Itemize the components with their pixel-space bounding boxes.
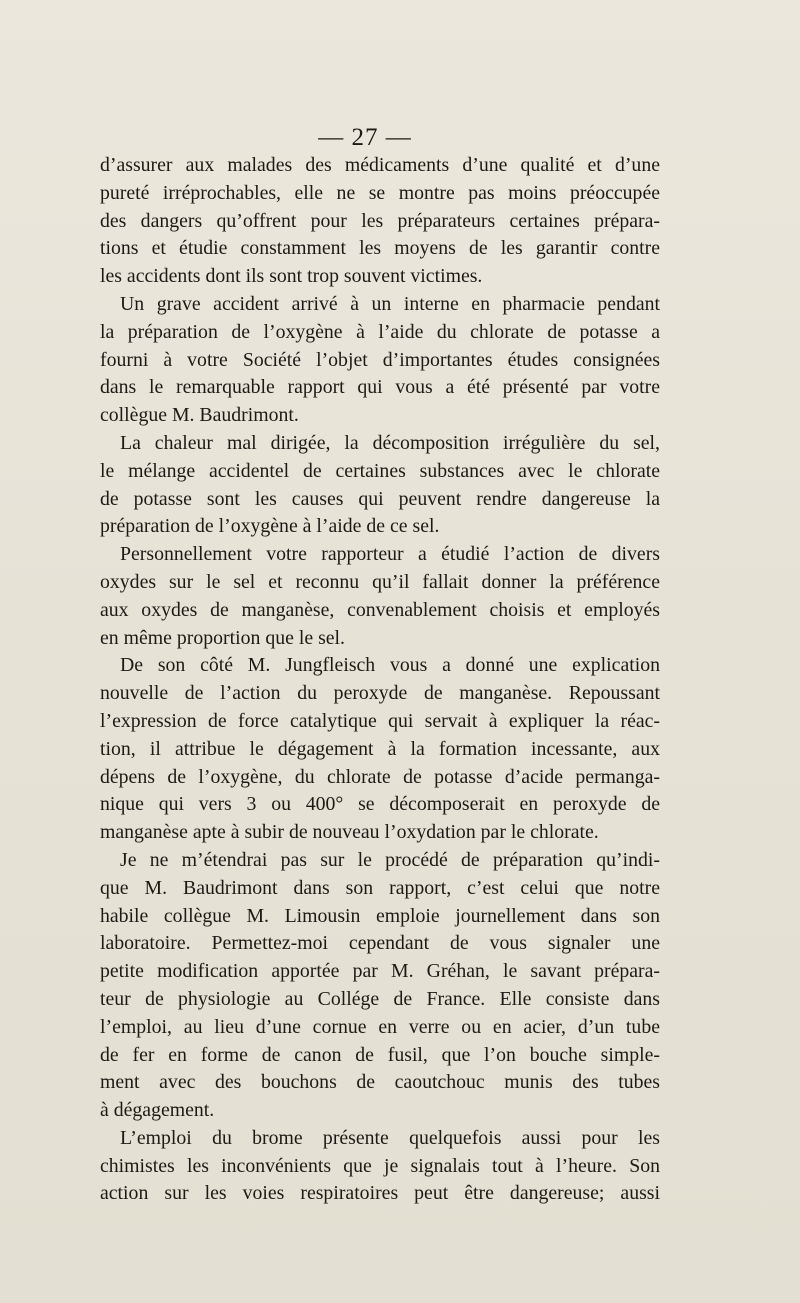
text-line: laboratoire. Permettez-moi cependant de vous signaler une bbox=[100, 932, 660, 955]
text-line: De son côté M. Jungfleisch vous a donné une explication bbox=[120, 654, 660, 677]
text-line: La chaleur mal dirigée, la décomposition irrégulière du sel, bbox=[120, 431, 660, 454]
text-line: de fer en forme de canon de fusil, que l’on bouche simple- bbox=[100, 1043, 660, 1066]
text-line: nouvelle de l’action du peroxyde de manganèse. Repoussant bbox=[100, 682, 660, 705]
text-line: l’emploi, au lieu d’une cornue en verre ou en acier, d’un tube bbox=[100, 1015, 660, 1038]
text-line: des dangers qu’offrent pour les préparateurs certaines prépara- bbox=[100, 209, 660, 232]
text-line: Un grave accident arrivé à un interne en pharmacie pendant bbox=[120, 292, 660, 315]
text-line: manganèse apte à subir de nouveau l’oxydation par le chlorate. bbox=[100, 821, 599, 844]
text-line: collègue M. Baudrimont. bbox=[100, 404, 299, 427]
text-line: les accidents dont ils sont trop souvent victimes. bbox=[100, 265, 483, 288]
page-number: — 27 — bbox=[318, 124, 412, 151]
text-line: aux oxydes de manganèse, convenablement choisis et employés bbox=[100, 598, 660, 621]
text-line: petite modification apportée par M. Gréhan, le savant prépara- bbox=[100, 960, 660, 983]
text-line: l’expression de force catalytique qui servait à expliquer la réac- bbox=[100, 709, 660, 732]
text-line: dans le remarquable rapport qui vous a été présenté par votre bbox=[100, 376, 660, 399]
text-line: à dégagement. bbox=[100, 1099, 215, 1122]
text-line: Je ne m’étendrai pas sur le procédé de préparation qu’indi- bbox=[120, 848, 660, 871]
body-text bbox=[100, 152, 660, 1208]
text-line: ment avec des bouchons de caoutchouc munis des tubes bbox=[100, 1071, 660, 1094]
text-line: teur de physiologie au Collége de France. Elle consiste dans bbox=[100, 987, 660, 1010]
text-line: tions et étudie constamment les moyens de les garantir contre bbox=[100, 237, 660, 260]
text-line: oxydes sur le sel et reconnu qu’il fallait donner la préférence bbox=[100, 570, 660, 593]
text-line: nique qui vers 3 ou 400° se décomposerait en peroxyde de bbox=[100, 793, 660, 816]
text-line: pureté irréprochables, elle ne se montre pas moins préoccupée bbox=[100, 181, 660, 204]
text-line: chimistes les inconvénients que je signalais tout à l’heure. Son bbox=[100, 1154, 660, 1177]
text-line: L’emploi du brome présente quelquefois aussi pour les bbox=[120, 1126, 660, 1149]
text-line: tion, il attribue le dégagement à la formation incessante, aux bbox=[100, 737, 660, 760]
text-line: Personnellement votre rapporteur a étudié l’action de divers bbox=[120, 543, 660, 566]
text-line: le mélange accidentel de certaines substances avec le chlorate bbox=[100, 459, 660, 482]
text-line: action sur les voies respiratoires peut être dangereuse; aussi bbox=[100, 1182, 660, 1205]
text-line: préparation de l’oxygène à l’aide de ce sel. bbox=[100, 515, 440, 538]
text-line: de potasse sont les causes qui peuvent rendre dangereuse la bbox=[100, 487, 660, 510]
text-line: d’assurer aux malades des médicaments d’une qualité et d’une bbox=[100, 154, 660, 176]
text-line: que M. Baudrimont dans son rapport, c’est celui que notre bbox=[100, 876, 660, 899]
text-line: habile collègue M. Limousin emploie journellement dans son bbox=[100, 904, 660, 927]
text-line: la préparation de l’oxygène à l’aide du chlorate de potasse a bbox=[100, 320, 660, 343]
text-line: fourni à votre Société l’objet d’importantes études consignées bbox=[100, 348, 660, 371]
text-line: dépens de l’oxygène, du chlorate de potasse d’acide permanga- bbox=[100, 765, 660, 788]
text-line: en même proportion que le sel. bbox=[100, 626, 345, 649]
